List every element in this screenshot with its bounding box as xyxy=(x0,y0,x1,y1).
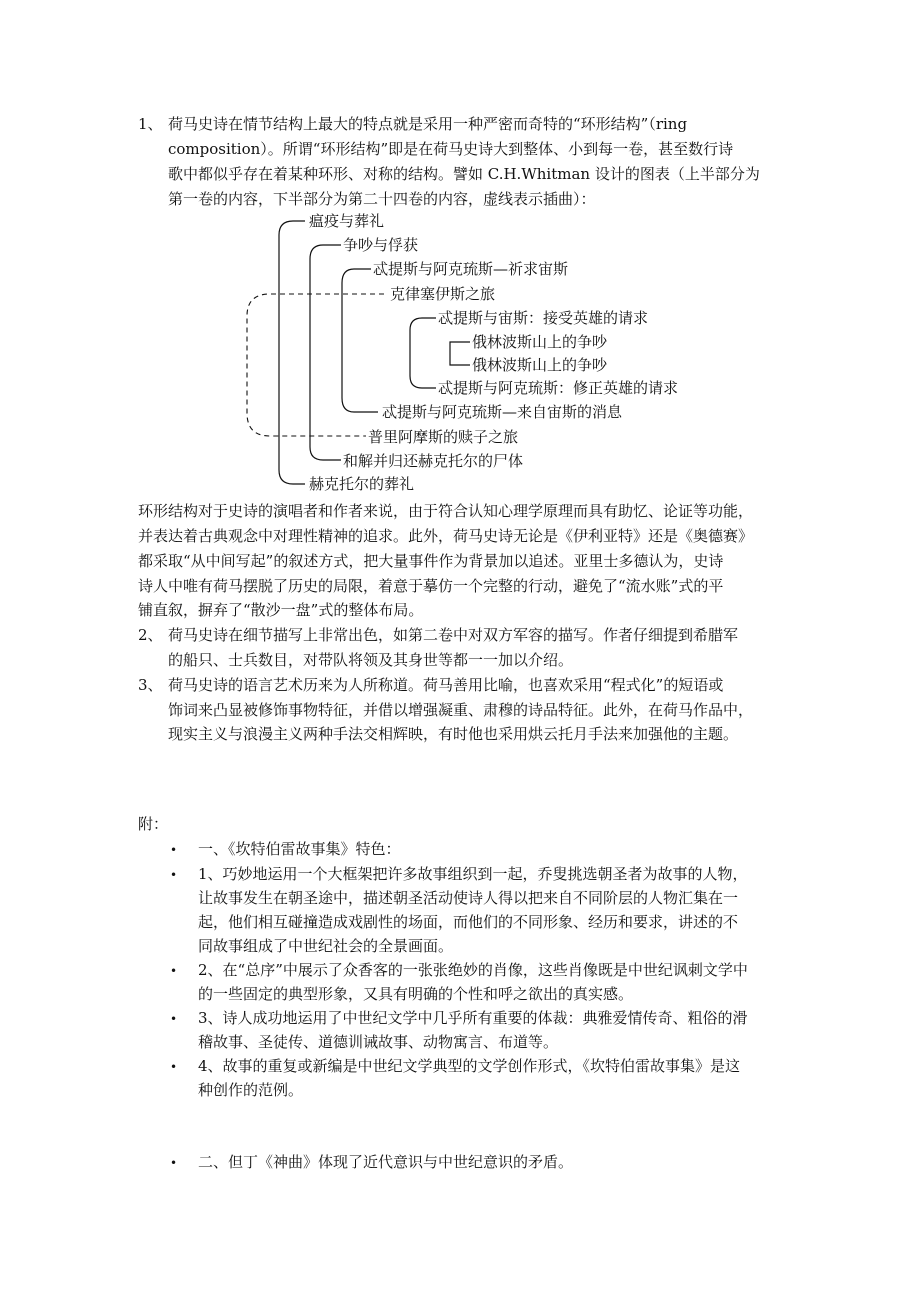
bracket-plague-funeral xyxy=(279,221,305,484)
diagram-item: 普里阿摩斯的赎子之旅 xyxy=(368,428,519,446)
section-3-number: 3、 xyxy=(138,676,163,694)
section-1-number: 1、 xyxy=(138,115,163,133)
section-2-line: 的船只、士兵数目，对带队将领及其身世等都一一加以介绍。 xyxy=(168,651,574,669)
appendix-item-line: 1、巧妙地运用一个大框架把许多故事组织到一起，乔叟挑选朝圣者为故事的人物， xyxy=(198,865,748,883)
bracket-olympus xyxy=(450,342,470,365)
diagram-item: 忒提斯与阿克琉斯—祈求宙斯 xyxy=(373,260,569,278)
section-3-line: 荷马史诗的语言艺术历来为人所称道。荷马善用比喻，也喜欢采用“程式化”的短语或 xyxy=(168,676,724,694)
bullet-icon: • xyxy=(170,1156,178,1170)
diagram-item: 忒提斯与阿克琉斯—来自宙斯的消息 xyxy=(382,403,623,421)
section-3-line: 饰词来凸显被修饰事物特征，并借以增强凝重、肃穆的诗品特征。此外，在荷马作品中， xyxy=(168,701,754,719)
appendix-item-line: 稽故事、圣徒传、道德训诫故事、动物寓言、布道等。 xyxy=(198,1033,559,1051)
paragraph-line: 都采取“从中间写起”的叙述方式，把大量事件作为背景加以追述。亚里士多德认为，史诗 xyxy=(138,552,724,570)
appendix-item-line: 4、故事的重复或新编是中世纪文学典型的文学创作形式，《坎特伯雷故事集》是这 xyxy=(198,1057,741,1075)
section-2-number: 2、 xyxy=(138,626,163,644)
appendix-item-line: 同故事组成了中世纪社会的全景画面。 xyxy=(198,937,454,955)
paragraph-line: 并表达着古典观念中对理性精神的追求。此外，荷马史诗无论是《伊利亚特》还是《奥德赛》 xyxy=(138,527,754,545)
appendix-item-line: 3、诗人成功地运用了中世纪文学中几乎所有重要的体裁：典雅爱情传奇、粗俗的滑 xyxy=(198,1009,748,1027)
diagram-item: 克律塞伊斯之旅 xyxy=(390,285,496,303)
bullet-icon: • xyxy=(170,1012,178,1026)
section-1-line: 第一卷的内容，下半部分为第二十四卷的内容，虚线表示插曲）： xyxy=(168,190,596,208)
diagram-item: 和解并归还赫克托尔的尸体 xyxy=(343,452,524,470)
diagram-item: 瘟疫与葬礼 xyxy=(309,212,385,230)
appendix-item-line: 的一些固定的典型形象，又具有明确的个性和呼之欲出的真实感。 xyxy=(198,985,634,1003)
section-1-line: composition）。所谓“环形结构”即是在荷马史诗大到整体、小到每一卷，甚至数行诗 xyxy=(168,140,734,158)
bullet-icon: • xyxy=(170,964,178,978)
appendix-item-line: 起，他们相互碰撞造成戏剧性的场面，而他们的不同形象、经历和要求，讲述的不 xyxy=(198,913,739,931)
appendix-item-line: 2、在“总序”中展示了众香客的一张张绝妙的肖像，这些肖像既是中世纪讽刺文学中 xyxy=(198,961,748,979)
paragraph-line: 诗人中唯有荷马摆脱了历史的局限，着意于摹仿一个完整的行动，避免了“流水账”式的平 xyxy=(138,577,724,595)
diagram-item: 争吵与俘获 xyxy=(343,236,419,254)
appendix-item-line: 让故事发生在朝圣途中，描述朝圣活动使诗人得以把来自不同阶层的人物汇集在一 xyxy=(198,889,739,907)
bullet-icon: • xyxy=(170,1060,178,1074)
bullet-icon: • xyxy=(170,843,178,857)
diagram-item: 俄林波斯山上的争吵 xyxy=(472,356,608,374)
bracket-thetis-achilles xyxy=(342,269,378,412)
bracket-episode-dashed xyxy=(247,294,384,436)
section-1-line: 歌中都似乎存在着某种环形、对称的结构。譬如 C.H.Whitman 设计的图表（上半部分为 xyxy=(168,165,760,183)
appendix-item-line: 一、《坎特伯雷故事集》特色： xyxy=(198,840,401,858)
appendix-label: 附： xyxy=(138,815,169,833)
bracket-quarrel-reconciliation xyxy=(310,245,341,460)
bullet-icon: • xyxy=(170,868,178,882)
diagram-item: 赫克托尔的葬礼 xyxy=(309,475,415,493)
bracket-thetis-zeus xyxy=(410,318,436,388)
diagram-item: 忒提斯与宙斯：接受英雄的请求 xyxy=(438,309,649,327)
section-1-line: 荷马史诗在情节结构上最大的特点就是采用一种严密而奇特的“环形结构”（ring xyxy=(168,115,688,133)
paragraph-line: 铺直叙，摒弃了“散沙一盘”式的整体布局。 xyxy=(138,601,424,619)
appendix-item-line: 二、但丁《神曲》体现了近代意识与中世纪意识的矛盾。 xyxy=(198,1153,574,1171)
section-3-line: 现实主义与浪漫主义两种手法交相辉映，有时他也采用烘云托月手法来加强他的主题。 xyxy=(168,725,739,743)
section-2-line: 荷马史诗在细节描写上非常出色，如第二卷中对双方军容的描写。作者仔细提到希腊军 xyxy=(168,626,739,644)
paragraph-line: 环形结构对于史诗的演唱者和作者来说，由于符合认知心理学原理而具有助忆、论证等功能， xyxy=(138,502,754,520)
appendix-item-line: 种创作的范例。 xyxy=(198,1081,304,1099)
diagram-item: 忒提斯与阿克琉斯：修正英雄的请求 xyxy=(438,379,679,397)
diagram-item: 俄林波斯山上的争吵 xyxy=(472,333,608,351)
